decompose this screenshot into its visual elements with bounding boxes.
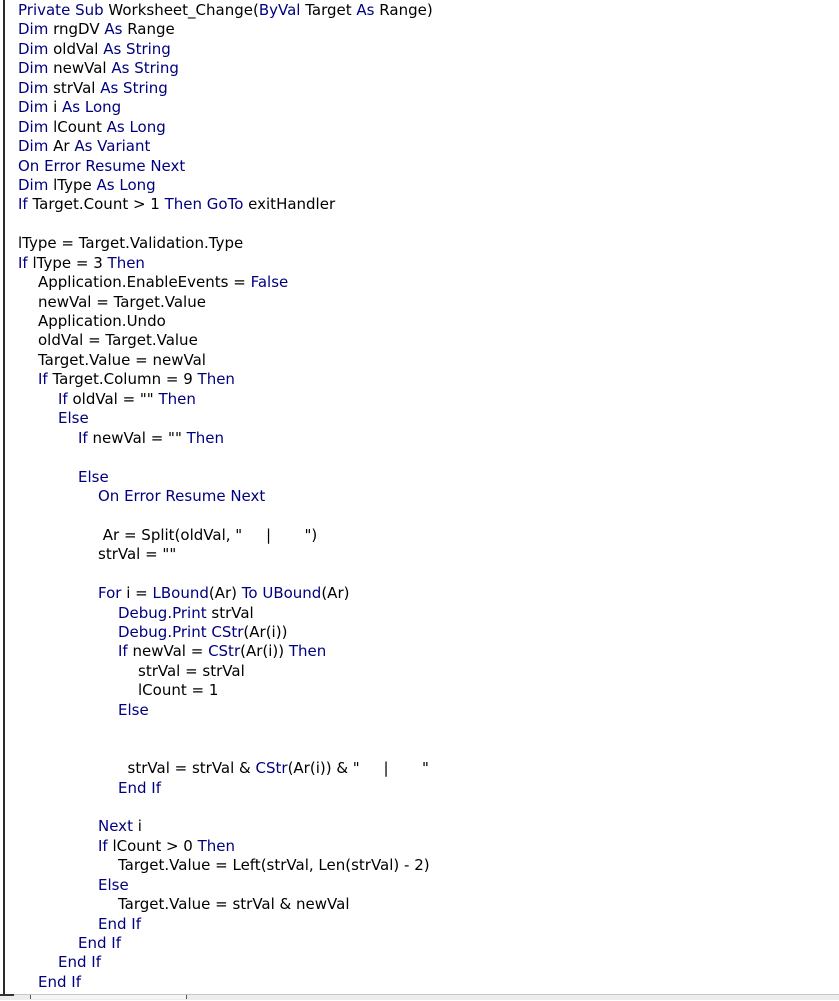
- code-line[interactable]: [18, 98, 839, 117]
- code-line[interactable]: [18, 1, 839, 20]
- code-line[interactable]: [18, 642, 839, 661]
- code-line[interactable]: [18, 331, 839, 350]
- code-line[interactable]: [18, 701, 839, 720]
- code-keyword: Then: [197, 370, 235, 389]
- code-line[interactable]: [18, 79, 839, 98]
- code-line[interactable]: [18, 468, 839, 487]
- code-keyword: Then: [288, 642, 327, 661]
- code-text: strVal: [211, 603, 254, 622]
- code-area[interactable]: [18, 1, 839, 992]
- code-keyword: If: [98, 836, 113, 855]
- code-line[interactable]: [18, 662, 839, 681]
- code-keyword: Then GoTo: [164, 195, 249, 214]
- code-line[interactable]: [18, 370, 839, 389]
- code-keyword: End If: [78, 934, 121, 952]
- code-line[interactable]: [18, 681, 839, 700]
- code-text: strVal = strVal &: [118, 759, 256, 778]
- code-keyword: Dim: [18, 175, 54, 194]
- code-keyword: Dim: [18, 59, 54, 78]
- code-keyword: Dim: [18, 20, 54, 39]
- code-text: Ar: [53, 137, 75, 156]
- code-keyword: LBound: [152, 584, 209, 603]
- code-line[interactable]: [18, 312, 839, 331]
- code-keyword: On Error Resume Next: [18, 156, 186, 175]
- code-text: newVal = "": [92, 428, 187, 447]
- code-text: i =: [126, 584, 153, 603]
- code-keyword: CStr: [208, 642, 241, 661]
- code-keyword: End If: [58, 953, 101, 972]
- code-keyword: As Long: [62, 98, 122, 117]
- code-line[interactable]: [18, 837, 839, 856]
- code-text: Target.Value = Left(strVal, Len(strVal) - 2): [118, 856, 430, 875]
- code-text: oldVal = "": [72, 389, 159, 408]
- code-keyword: Dim: [18, 137, 54, 156]
- code-line[interactable]: [18, 254, 839, 273]
- code-text: i: [53, 98, 63, 117]
- code-keyword: As String: [111, 59, 179, 78]
- code-keyword: Debug.Print CStr: [118, 623, 244, 641]
- code-line[interactable]: [18, 759, 839, 778]
- code-keyword: As: [356, 1, 380, 19]
- code-text: strVal = "": [98, 545, 177, 564]
- code-line[interactable]: [18, 195, 839, 214]
- code-keyword: If: [18, 195, 33, 214]
- code-text: (Ar): [321, 584, 350, 603]
- code-line[interactable]: [18, 623, 839, 642]
- code-line[interactable]: [18, 429, 839, 448]
- code-line[interactable]: [18, 876, 839, 895]
- code-keyword: If: [118, 642, 133, 661]
- code-text: lCount: [53, 117, 107, 136]
- code-line[interactable]: [18, 20, 839, 39]
- code-line[interactable]: [18, 584, 839, 603]
- code-text: lType = 3: [32, 253, 108, 272]
- code-line[interactable]: [18, 895, 839, 914]
- code-line[interactable]: [18, 176, 839, 195]
- code-text: oldVal = Target.Value: [38, 331, 198, 350]
- code-text: (Ar(i)): [240, 642, 289, 661]
- code-text: Target.Column = 9: [52, 370, 198, 389]
- code-keyword: ByVal: [258, 1, 306, 19]
- code-text: Application.Undo: [38, 312, 166, 330]
- code-keyword: Then: [158, 389, 196, 408]
- code-line[interactable]: [18, 526, 839, 545]
- code-keyword: As Variant: [74, 137, 151, 156]
- code-line[interactable]: [18, 934, 839, 953]
- editor-left-border: [3, 0, 5, 994]
- code-text: strVal = strVal: [138, 661, 245, 680]
- code-text: Target.Count > 1: [32, 195, 165, 214]
- code-text: strVal: [53, 78, 101, 97]
- code-line[interactable]: [18, 506, 839, 525]
- code-line[interactable]: [18, 565, 839, 584]
- code-text: Target.Value = strVal & newVal: [118, 895, 350, 914]
- code-line[interactable]: [18, 779, 839, 798]
- code-keyword: To UBound: [241, 584, 322, 603]
- code-text: lCount = 1: [138, 681, 219, 700]
- code-text: rngDV: [53, 20, 105, 39]
- code-keyword: CStr: [255, 759, 288, 778]
- code-line[interactable]: [18, 293, 839, 312]
- code-text: exitHandler: [248, 195, 336, 214]
- code-keyword: As Long: [106, 117, 166, 136]
- code-line[interactable]: [18, 973, 839, 992]
- code-text: i: [137, 817, 142, 836]
- code-keyword: Dim: [18, 78, 54, 97]
- code-keyword: As: [104, 20, 128, 39]
- code-text: newVal =: [132, 642, 209, 661]
- code-text: lType = Target.Validation.Type: [18, 234, 244, 253]
- code-keyword: As Long: [96, 175, 156, 194]
- code-keyword: If: [78, 428, 93, 447]
- code-keyword: If: [58, 389, 73, 408]
- code-text: lCount > 0: [112, 836, 198, 855]
- code-line[interactable]: [18, 798, 839, 817]
- code-line[interactable]: [18, 215, 839, 234]
- code-line[interactable]: [18, 118, 839, 137]
- code-text: oldVal: [53, 39, 104, 58]
- code-keyword: On Error Resume Next: [98, 486, 266, 505]
- code-text: Target: [305, 1, 357, 19]
- code-text: newVal = Target.Value: [38, 292, 206, 311]
- code-line[interactable]: [18, 915, 839, 934]
- code-keyword: Then: [186, 428, 225, 447]
- code-keyword: Next: [98, 817, 138, 836]
- code-keyword: If: [18, 253, 33, 272]
- code-keyword: End If: [118, 778, 161, 797]
- code-text: lType: [53, 175, 97, 194]
- code-keyword: Else: [58, 409, 89, 428]
- code-keyword: As String: [103, 39, 171, 58]
- code-keyword: Else: [78, 467, 109, 486]
- code-line[interactable]: [18, 545, 839, 564]
- code-text: Worksheet_Change(: [108, 1, 259, 19]
- code-line[interactable]: [18, 351, 839, 370]
- code-line[interactable]: [18, 137, 839, 156]
- code-keyword: Dim: [18, 98, 54, 117]
- code-keyword: End If: [38, 972, 81, 991]
- code-line[interactable]: [18, 953, 839, 972]
- code-line[interactable]: [18, 448, 839, 467]
- code-line[interactable]: [18, 40, 839, 59]
- code-line[interactable]: [18, 487, 839, 506]
- horizontal-scrollbar-thumb[interactable]: [30, 995, 187, 999]
- code-keyword: Then: [107, 253, 145, 272]
- code-line[interactable]: [18, 720, 839, 739]
- code-keyword: Else: [98, 875, 129, 894]
- code-keyword: End If: [98, 914, 141, 933]
- code-text: (Ar(i)): [243, 623, 288, 641]
- code-line[interactable]: [18, 856, 839, 875]
- code-text: Range): [379, 1, 433, 19]
- code-line[interactable]: [18, 604, 839, 623]
- code-keyword: Private Sub: [18, 1, 109, 19]
- code-text: (Ar): [208, 584, 242, 603]
- code-line[interactable]: [18, 740, 839, 759]
- code-keyword: Dim: [18, 117, 54, 136]
- code-line[interactable]: [18, 157, 839, 176]
- code-line[interactable]: [18, 390, 839, 409]
- code-keyword: Then: [197, 836, 236, 855]
- code-text: Application.EnableEvents =: [38, 273, 251, 292]
- code-keyword: As String: [100, 78, 168, 97]
- code-line[interactable]: [18, 817, 839, 836]
- code-keyword: Debug.Print: [118, 603, 212, 622]
- code-line[interactable]: [18, 59, 839, 78]
- code-keyword: If: [38, 370, 53, 389]
- code-keyword: Else: [118, 700, 149, 719]
- code-line[interactable]: [18, 409, 839, 428]
- code-keyword: For: [98, 584, 127, 603]
- code-keyword: Dim: [18, 39, 54, 58]
- code-text: Ar = Split(oldVal, " | "): [98, 525, 318, 544]
- code-text: Target.Value = newVal: [38, 350, 206, 369]
- code-keyword: False: [250, 273, 289, 292]
- split-handle[interactable]: [0, 994, 14, 1001]
- code-text: Range: [127, 20, 175, 39]
- code-text: (Ar(i)) & " | ": [287, 759, 429, 778]
- code-line[interactable]: [18, 273, 839, 292]
- code-text: newVal: [53, 59, 112, 78]
- code-line[interactable]: [18, 234, 839, 253]
